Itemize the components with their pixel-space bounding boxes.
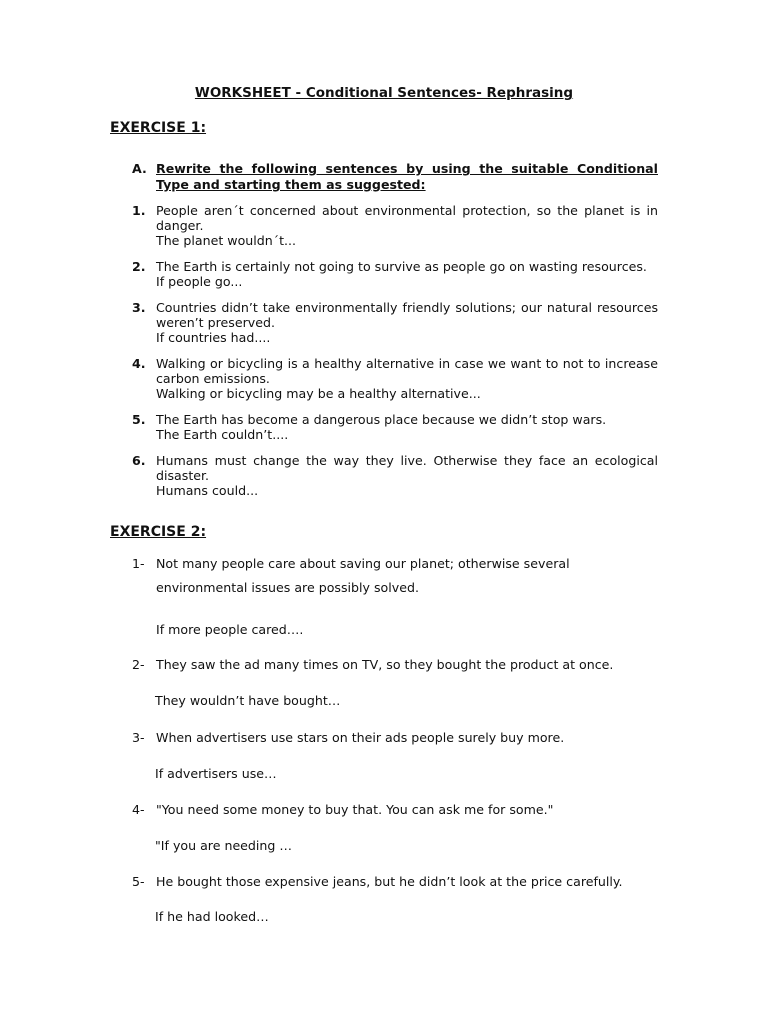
item-sentence: Walking or bicycling is a healthy alternative in case we want to not to increase carbon emissions. [156,356,658,386]
item-sentence: Humans must change the way they live. Otherwise they face an ecological disaster. [156,453,658,483]
item-prompt: Humans could... [156,483,259,498]
list-item [132,203,658,248]
list-item [132,412,658,442]
item-sentence: The Earth is certainly not going to survive as people go on wasting resources. [156,259,647,274]
item-prompt: Walking or bicycling may be a healthy alternative... [156,386,481,401]
item-prompt: The Earth couldn’t.... [156,427,289,442]
item-sentence-continued: environmental issues are possibly solved. [156,580,419,595]
instruction-label: A. [132,161,147,176]
item-number: 3- [132,730,145,745]
item-number: 2- [132,657,145,672]
item-prompt: If advertisers use… [155,766,277,781]
list-item [132,356,658,401]
list-item [132,300,658,345]
item-number: 6. [132,453,146,468]
item-sentence: "You need some money to buy that. You can ask me for some." [156,802,554,817]
exercise-1-section [132,161,658,509]
exercise-1-instruction [132,161,658,193]
instruction-text: Rewrite the following sentences by using the suitable Conditional Type and starting them as suggested: [156,161,658,192]
exercise-1-heading: EXERCISE 1: [110,120,207,136]
item-sentence: He bought those expensive jeans, but he didn’t look at the price carefully. [156,874,623,889]
item-prompt: "If you are needing … [155,838,292,853]
item-number: 1- [132,556,145,571]
item-number: 5. [132,412,146,427]
item-sentence: Countries didn’t take environmentally friendly solutions; our natural resources weren’t preserved. [156,300,658,330]
item-sentence: Not many people care about saving our planet; otherwise several [156,556,570,571]
list-item [132,259,658,289]
list-item [132,453,658,498]
item-number: 4- [132,802,145,817]
item-prompt: The planet wouldn´t... [156,233,297,248]
item-prompt: If people go... [156,274,243,289]
item-number: 2. [132,259,146,274]
item-number: 4. [132,356,146,371]
item-prompt: If more people cared…. [156,622,304,637]
item-prompt: They wouldn’t have bought… [155,693,341,708]
item-prompt: If he had looked… [155,909,269,924]
item-prompt: If countries had.... [156,330,271,345]
item-sentence: People aren´t concerned about environmental protection, so the planet is in danger. [156,203,658,233]
exercise-2-heading: EXERCISE 2: [110,524,207,540]
worksheet-title: WORKSHEET - Conditional Sentences- Rephrasing [194,85,574,101]
item-number: 3. [132,300,146,315]
item-number: 1. [132,203,146,218]
item-number: 5- [132,874,145,889]
item-sentence: The Earth has become a dangerous place because we didn’t stop wars. [156,412,607,427]
item-sentence: They saw the ad many times on TV, so they bought the product at once. [156,657,614,672]
item-sentence: When advertisers use stars on their ads people surely buy more. [156,730,565,745]
